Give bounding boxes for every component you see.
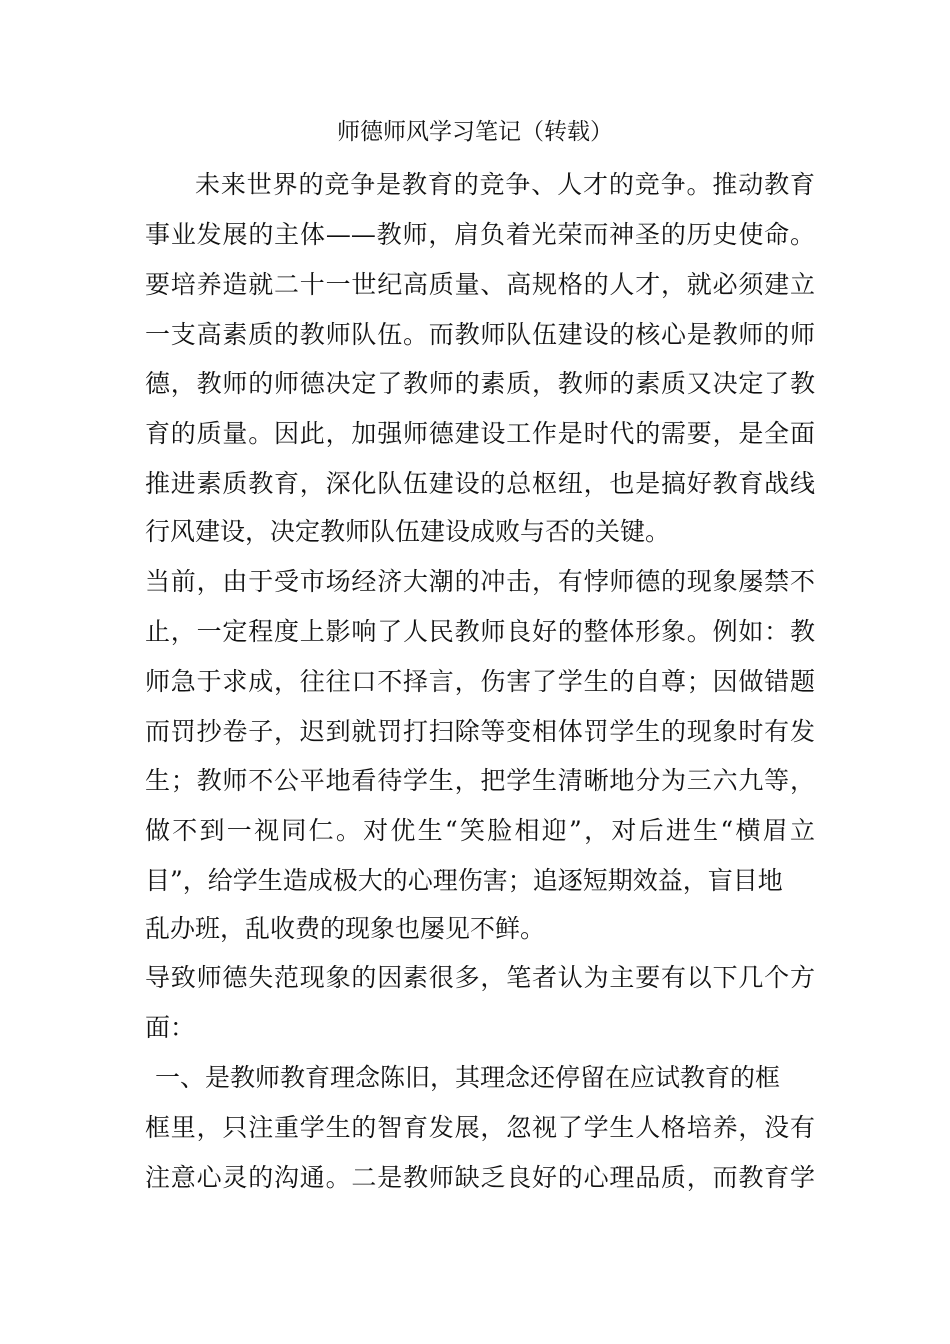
paragraph-line: 目”，给学生造成极大的心理伤害；追逐短期效益，盲目地 bbox=[145, 866, 783, 895]
paragraph-line: 乱办班，乱收费的现象也屡见不鲜。 bbox=[145, 914, 546, 943]
paragraph-line: 一、是教师教育理念陈旧，其理念还停留在应试教育的框 bbox=[155, 1063, 781, 1092]
paragraph-line: 做不到一视同仁。对优生“笑脸相迎”，对后进生“横眉立 bbox=[145, 816, 815, 845]
paragraph-line: 当前，由于受市场经济大潮的冲击，有悖师德的现象屡禁不 bbox=[145, 567, 815, 596]
paragraph-line: 育的质量。因此，加强师德建设工作是时代的需要，是全面 bbox=[145, 419, 815, 448]
paragraph-line: 注意心灵的沟通。二是教师缺乏良好的心理品质，而教育学 bbox=[145, 1163, 815, 1192]
paragraph-line: 要培养造就二十一世纪高质量、高规格的人才，就必须建立 bbox=[145, 270, 815, 299]
paragraph-line: 导致师德失范现象的因素很多，笔者认为主要有以下几个方 bbox=[145, 963, 815, 992]
paragraph-line: 框里，只注重学生的智育发展，忽视了学生人格培养，没有 bbox=[145, 1113, 815, 1142]
paragraph-line: 德，教师的师德决定了教师的素质，教师的素质又决定了教 bbox=[145, 369, 815, 398]
paragraph-line: 而罚抄卷子，迟到就罚打扫除等变相体罚学生的现象时有发 bbox=[145, 717, 815, 746]
paragraph-line: 行风建设，决定教师队伍建设成败与否的关键。 bbox=[145, 517, 671, 546]
document-title: 师德师风学习笔记（转载） bbox=[337, 119, 613, 145]
paragraph-line: 一支高素质的教师队伍。而教师队伍建设的核心是教师的师 bbox=[145, 320, 815, 349]
paragraph-line: 生；教师不公平地看待学生，把学生清晰地分为三六九等， bbox=[145, 766, 815, 795]
paragraph-line: 师急于求成，往往口不择言，伤害了学生的自尊；因做错题 bbox=[145, 667, 815, 696]
paragraph-line: 面： bbox=[145, 1013, 196, 1042]
paragraph-line: 事业发展的主体——教师，肩负着光荣而神圣的历史使命。 bbox=[145, 220, 815, 249]
paragraph-line: 推进素质教育，深化队伍建设的总枢纽，也是搞好教育战线 bbox=[145, 469, 815, 498]
paragraph-line: 未来世界的竞争是教育的竞争、人才的竞争。推动教育 bbox=[195, 170, 815, 199]
paragraph-line: 止，一定程度上影响了人民教师良好的整体形象。例如：教 bbox=[145, 617, 815, 646]
